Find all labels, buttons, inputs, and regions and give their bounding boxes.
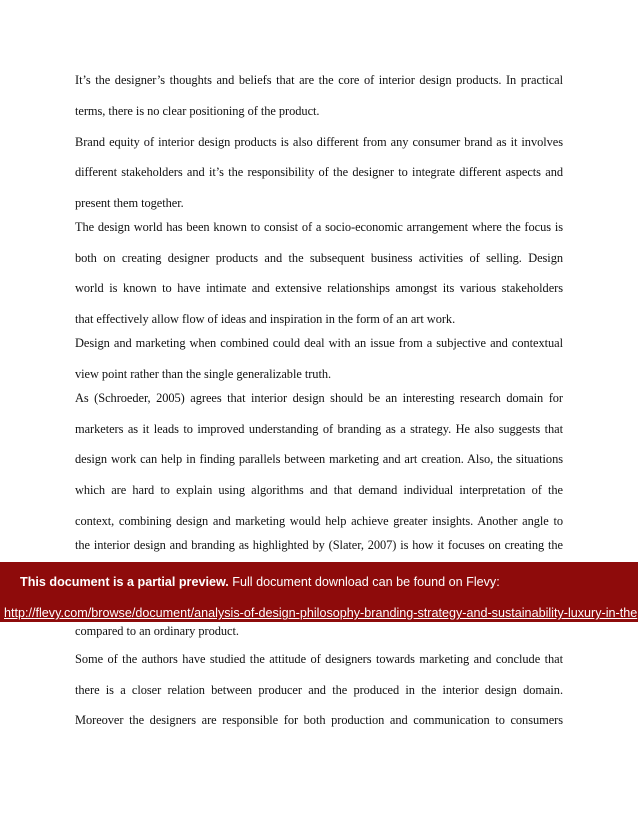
text-line: marketers as it leads to improved understanding of branding as a strategy. He also suggests that [75, 422, 563, 436]
text-line: The design world has been known to consist of a socio-economic arrangement where the focus is [75, 220, 563, 234]
text-line: present them together. [75, 196, 184, 210]
text-line: there is a closer relation between producer and the produced in the interior design domain. [75, 683, 563, 697]
preview-banner-title-rest: Full document download can be found on Flevy: [228, 575, 500, 589]
preview-banner-title-bold: This document is a partial preview. [20, 575, 229, 589]
text-line: that effectively allow flow of ideas and inspiration in the form of an art work. [75, 312, 456, 326]
flevy-download-link[interactable]: http://flevy.com/browse/document/analysis-of-design-philosophy-branding-strategy-and-sustainability-luxury-in-the [4, 606, 638, 620]
text-line: compared to an ordinary product. [75, 624, 239, 638]
text-line: Some of the authors have studied the attitude of designers towards marketing and conclude that [75, 652, 563, 666]
text-line: world is known to have intimate and extensive relationships amongst its various stakeholders [75, 281, 563, 295]
preview-banner-title [20, 575, 500, 589]
text-line: design work can help in finding parallels between marketing and art creation. Also, the situations [75, 452, 563, 466]
text-line: view point rather than the single generalizable truth. [75, 367, 332, 381]
text-line: It’s the designer’s thoughts and beliefs that are the core of interior design products. In practical [75, 73, 563, 87]
text-line: which are hard to explain using algorithms and that demand individual interpretation of the [75, 483, 563, 497]
text-line: As (Schroeder, 2005) agrees that interior design should be an interesting research domain for [75, 391, 563, 405]
text-line: terms, there is no clear positioning of the product. [75, 104, 320, 118]
text-line: context, combining design and marketing would help achieve greater insights. Another angle to [75, 514, 563, 528]
text-line: the interior design and branding as highlighted by (Slater, 2007) is how it focuses on creating the [75, 538, 563, 552]
preview-banner [0, 562, 638, 622]
text-line: both on creating designer products and the subsequent business activities of selling. Design [75, 251, 563, 265]
text-line: Moreover the designers are responsible for both production and communication to consumers [75, 713, 563, 727]
text-line: Brand equity of interior design products is also different from any consumer brand as it involves [75, 135, 563, 149]
text-line: different stakeholders and it’s the responsibility of the designer to integrate different aspects and [75, 165, 563, 179]
text-line: Design and marketing when combined could deal with an issue from a subjective and contextual [75, 336, 563, 350]
